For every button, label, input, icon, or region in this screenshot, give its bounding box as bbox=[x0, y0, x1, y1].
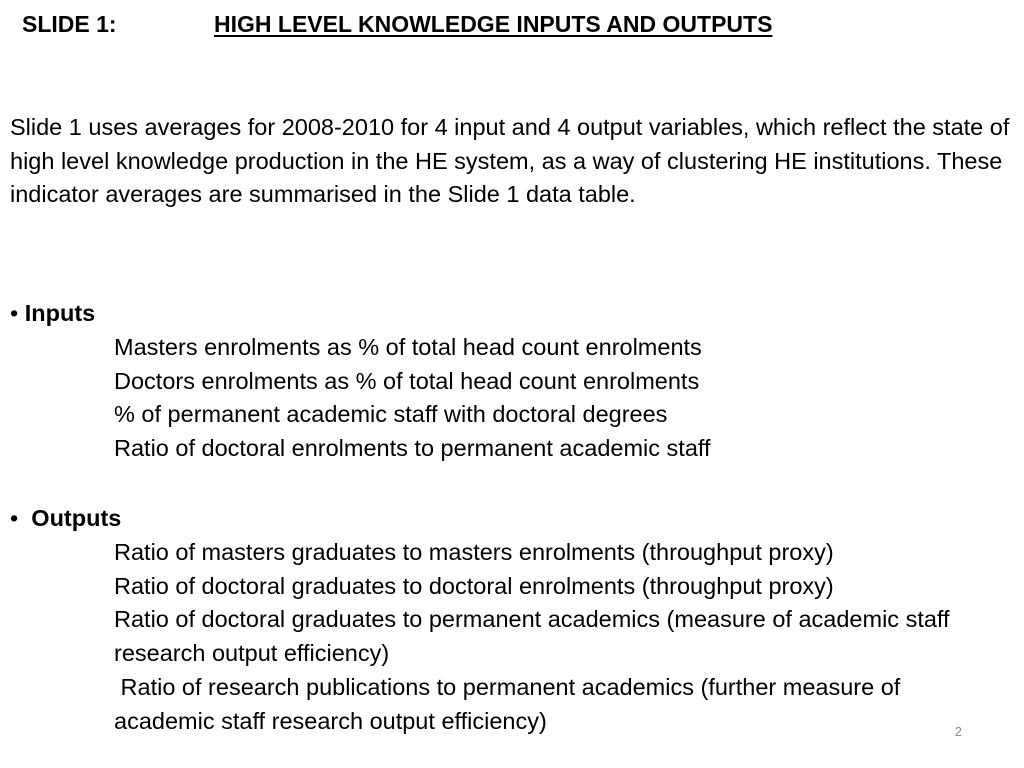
inputs-item: Doctors enrolments as % of total head count enrolments bbox=[114, 367, 700, 394]
inputs-label: Inputs bbox=[24, 300, 96, 326]
outputs-bullet-icon: • bbox=[10, 505, 19, 531]
outputs-item: Ratio of masters graduates to masters enrolments (throughput proxy) bbox=[114, 538, 834, 565]
outputs-item: Ratio of research publications to permanent academics (further measure of academic staff research output efficiency) bbox=[114, 673, 907, 734]
inputs-item: Ratio of doctoral enrolments to permanent academic staff bbox=[114, 435, 711, 462]
outputs-item: Ratio of doctoral graduates to doctoral enrolments (throughput proxy) bbox=[114, 572, 834, 599]
outputs-section bbox=[10, 502, 1010, 739]
inputs-bullet-line bbox=[10, 297, 1010, 331]
page-number: 2 bbox=[954, 724, 962, 739]
outputs-list bbox=[114, 536, 994, 739]
inputs-list bbox=[114, 331, 994, 466]
inputs-item: % of permanent academic staff with doctoral degrees bbox=[114, 401, 668, 428]
inputs-item: Masters enrolments as % of total head count enrolments bbox=[114, 333, 702, 360]
slide-label: SLIDE 1: bbox=[22, 11, 117, 37]
outputs-label: Outputs bbox=[31, 505, 122, 531]
outputs-item: Ratio of doctoral graduates to permanent academics (measure of academic staff research output efficiency) bbox=[114, 606, 950, 667]
outputs-bullet-line bbox=[10, 502, 1010, 536]
slide-title bbox=[22, 10, 772, 38]
intro-paragraph: Slide 1 uses averages for 2008-2010 for 4 input and 4 output variables, which reflect the state of high level knowledge production in the HE system, as a way of clustering HE institutions. These indicator averages are summarised in the Slide 1 data table. bbox=[10, 114, 1010, 207]
inputs-section bbox=[10, 297, 1010, 466]
inputs-bullet-icon: • bbox=[10, 300, 19, 326]
slide-heading: HIGH LEVEL KNOWLEDGE INPUTS AND OUTPUTS bbox=[214, 11, 773, 37]
